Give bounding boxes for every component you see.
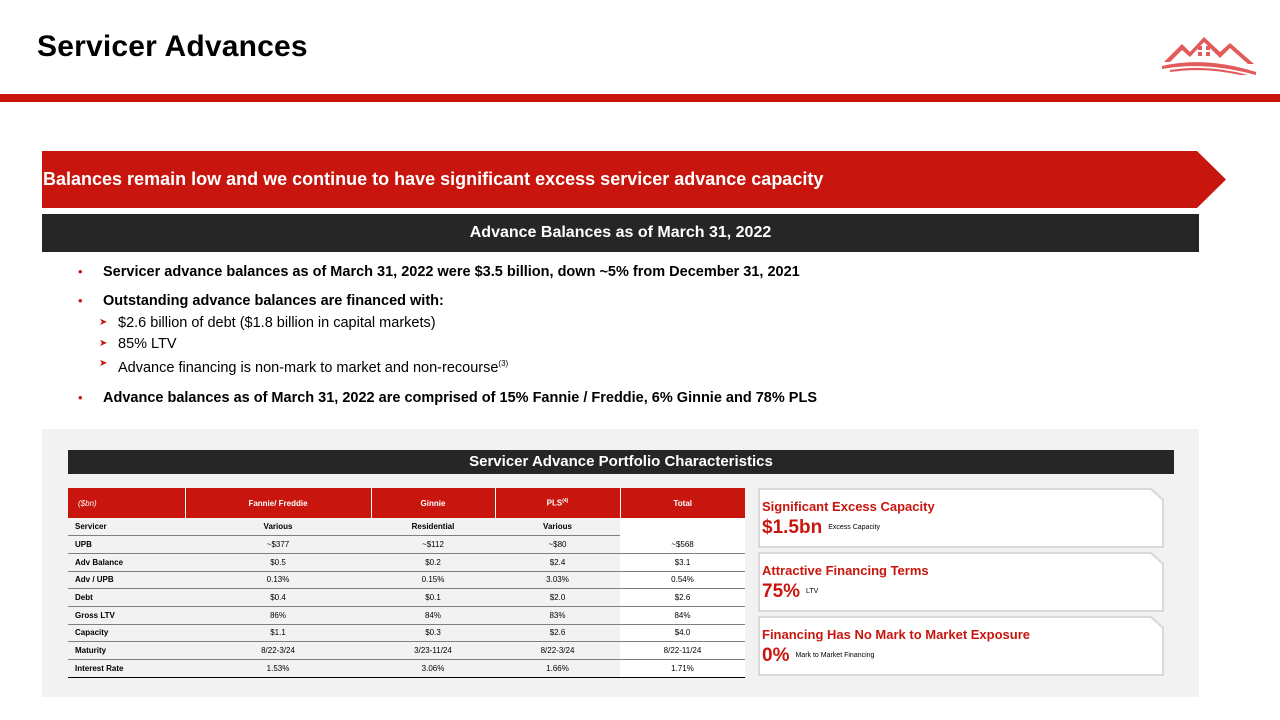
- table-cell: 0.13%: [185, 571, 371, 589]
- table-cell: 1.71%: [620, 660, 745, 678]
- card-value: [762, 645, 874, 667]
- portfolio-header: Servicer Advance Portfolio Characteristics: [68, 450, 1174, 474]
- table-row: [68, 589, 745, 607]
- sub-bullet-non-recourse: [78, 354, 1178, 378]
- table-cell: 0.54%: [620, 571, 745, 589]
- table-cell: $3.1: [620, 553, 745, 571]
- table-cell: Various: [495, 518, 620, 536]
- bullet-dot-icon: •: [78, 264, 83, 279]
- table-header-cell: ($bn): [68, 488, 185, 518]
- bullet-composition: [78, 388, 1178, 408]
- arrow-bullet-icon: ➤: [99, 358, 108, 369]
- table-cell: 84%: [620, 606, 745, 624]
- card-note: Excess Capacity: [828, 524, 880, 532]
- table-cell: [620, 518, 745, 536]
- bullet-text: Advance balances as of March 31, 2022 are comprised of 15% Fannie / Freddie, 6% Ginnie and 78% PLS: [103, 390, 817, 407]
- row-label: Interest Rate: [68, 660, 185, 678]
- row-label: Adv / UPB: [68, 571, 185, 589]
- table-row: [68, 624, 745, 642]
- bullet-financing: [78, 291, 1178, 313]
- table-cell: 1.53%: [185, 660, 371, 678]
- row-label: Capacity: [68, 624, 185, 642]
- banner-text: Balances remain low and we continue to have significant excess servicer advance capacity: [43, 169, 824, 189]
- house-roofs-logo-icon: [1160, 34, 1258, 76]
- bullet-list: [78, 262, 1178, 408]
- table-cell: 0.15%: [371, 571, 495, 589]
- table-cell: $2.4: [495, 553, 620, 571]
- arrow-bullet-icon: ➤: [99, 337, 108, 349]
- table-cell: $4.0: [620, 624, 745, 642]
- pls-header-label: PLS: [546, 498, 563, 508]
- row-label: Debt: [68, 589, 185, 607]
- card-no-mark-to-market: [758, 616, 1164, 676]
- table-row: [68, 642, 745, 660]
- card-financing-terms: [758, 552, 1164, 612]
- table-cell: $2.0: [495, 589, 620, 607]
- bullet-text: Servicer advance balances as of March 31, 2022 were $3.5 billion, down ~5% from December 31, 2021: [103, 264, 800, 280]
- table-row: [68, 660, 745, 678]
- bullet-dot-icon: •: [78, 390, 83, 406]
- card-excess-capacity: [758, 488, 1164, 548]
- card-title: Significant Excess Capacity: [762, 499, 935, 514]
- row-label: Servicer: [68, 518, 185, 536]
- table-cell: $2.6: [495, 624, 620, 642]
- footnote-marker: (4): [562, 498, 569, 505]
- table-cell: ~$377: [185, 536, 371, 554]
- card-value: [762, 581, 818, 603]
- table-row: [68, 606, 745, 624]
- card-value: [762, 517, 880, 539]
- key-message-banner: [42, 151, 1226, 208]
- table-cell: Various: [185, 518, 371, 536]
- table-cell: 3.06%: [371, 660, 495, 678]
- table-cell: 8/22-11/24: [620, 642, 745, 660]
- page-title: Servicer Advances: [37, 30, 308, 63]
- table-row: [68, 518, 745, 536]
- table-cell: 1.66%: [495, 660, 620, 678]
- sub-bullet-text: $2.6 billion of debt ($1.8 billion in capital markets): [118, 315, 436, 331]
- table-cell: ~$568: [620, 536, 745, 554]
- arrow-bullet-icon: ➤: [99, 317, 108, 328]
- table-header-cell: Total: [620, 488, 745, 518]
- table-cell: $0.4: [185, 589, 371, 607]
- card-shape: [758, 552, 1164, 612]
- table-header-cell: Fannie/ Freddie: [185, 488, 371, 518]
- sub-bullet-text: 85% LTV: [118, 335, 177, 352]
- card-note: Mark to Market Financing: [795, 652, 875, 660]
- footnote-marker: (3): [498, 359, 509, 368]
- table-row: [68, 536, 745, 554]
- row-label: Gross LTV: [68, 606, 185, 624]
- table-cell: 86%: [185, 606, 371, 624]
- table-cell: 3/23-11/24: [371, 642, 495, 660]
- sub-bullet-text: Advance financing is non-mark to market and non-recourse: [118, 359, 499, 376]
- table-cell: 83%: [495, 606, 620, 624]
- header-divider: [0, 94, 1280, 102]
- bullet-advance-balances: [78, 262, 1178, 291]
- table-row: [68, 553, 745, 571]
- table-cell: $0.5: [185, 553, 371, 571]
- advance-balances-header: Advance Balances as of March 31, 2022: [42, 214, 1199, 252]
- card-title: Attractive Financing Terms: [762, 563, 929, 578]
- table-cell: 8/22-3/24: [495, 642, 620, 660]
- bullet-text: Outstanding advance balances are financed with:: [103, 293, 444, 309]
- sub-bullet-ltv: [78, 334, 1178, 355]
- row-label: Maturity: [68, 642, 185, 660]
- table-cell: $0.1: [371, 589, 495, 607]
- table-cell: $2.6: [620, 589, 745, 607]
- table-header-cell: Ginnie: [371, 488, 495, 518]
- table-row: [68, 571, 745, 589]
- portfolio-table: [68, 488, 745, 678]
- table-cell: Residential: [371, 518, 495, 536]
- card-note: LTV: [806, 588, 819, 596]
- table-cell: $0.3: [371, 624, 495, 642]
- table-cell: 3.03%: [495, 571, 620, 589]
- row-label: UPB: [68, 536, 185, 554]
- card-title: Financing Has No Mark to Market Exposure: [762, 627, 1031, 642]
- table-cell: ~$80: [495, 536, 620, 554]
- row-label: Adv Balance: [68, 553, 185, 571]
- table-header-cell: [495, 488, 620, 518]
- table-cell: 8/22-3/24: [185, 642, 371, 660]
- card-value-number: 75%: [762, 581, 801, 602]
- card-value-number: 0%: [762, 645, 790, 666]
- table-cell: ~$112: [371, 536, 495, 554]
- table-cell: $1.1: [185, 624, 371, 642]
- sub-bullet-debt: [78, 313, 1178, 334]
- bullet-dot-icon: •: [78, 293, 83, 308]
- table-header-row: [68, 488, 745, 518]
- table-cell: $0.2: [371, 553, 495, 571]
- table-cell: 84%: [371, 606, 495, 624]
- card-value-number: $1.5bn: [762, 517, 823, 538]
